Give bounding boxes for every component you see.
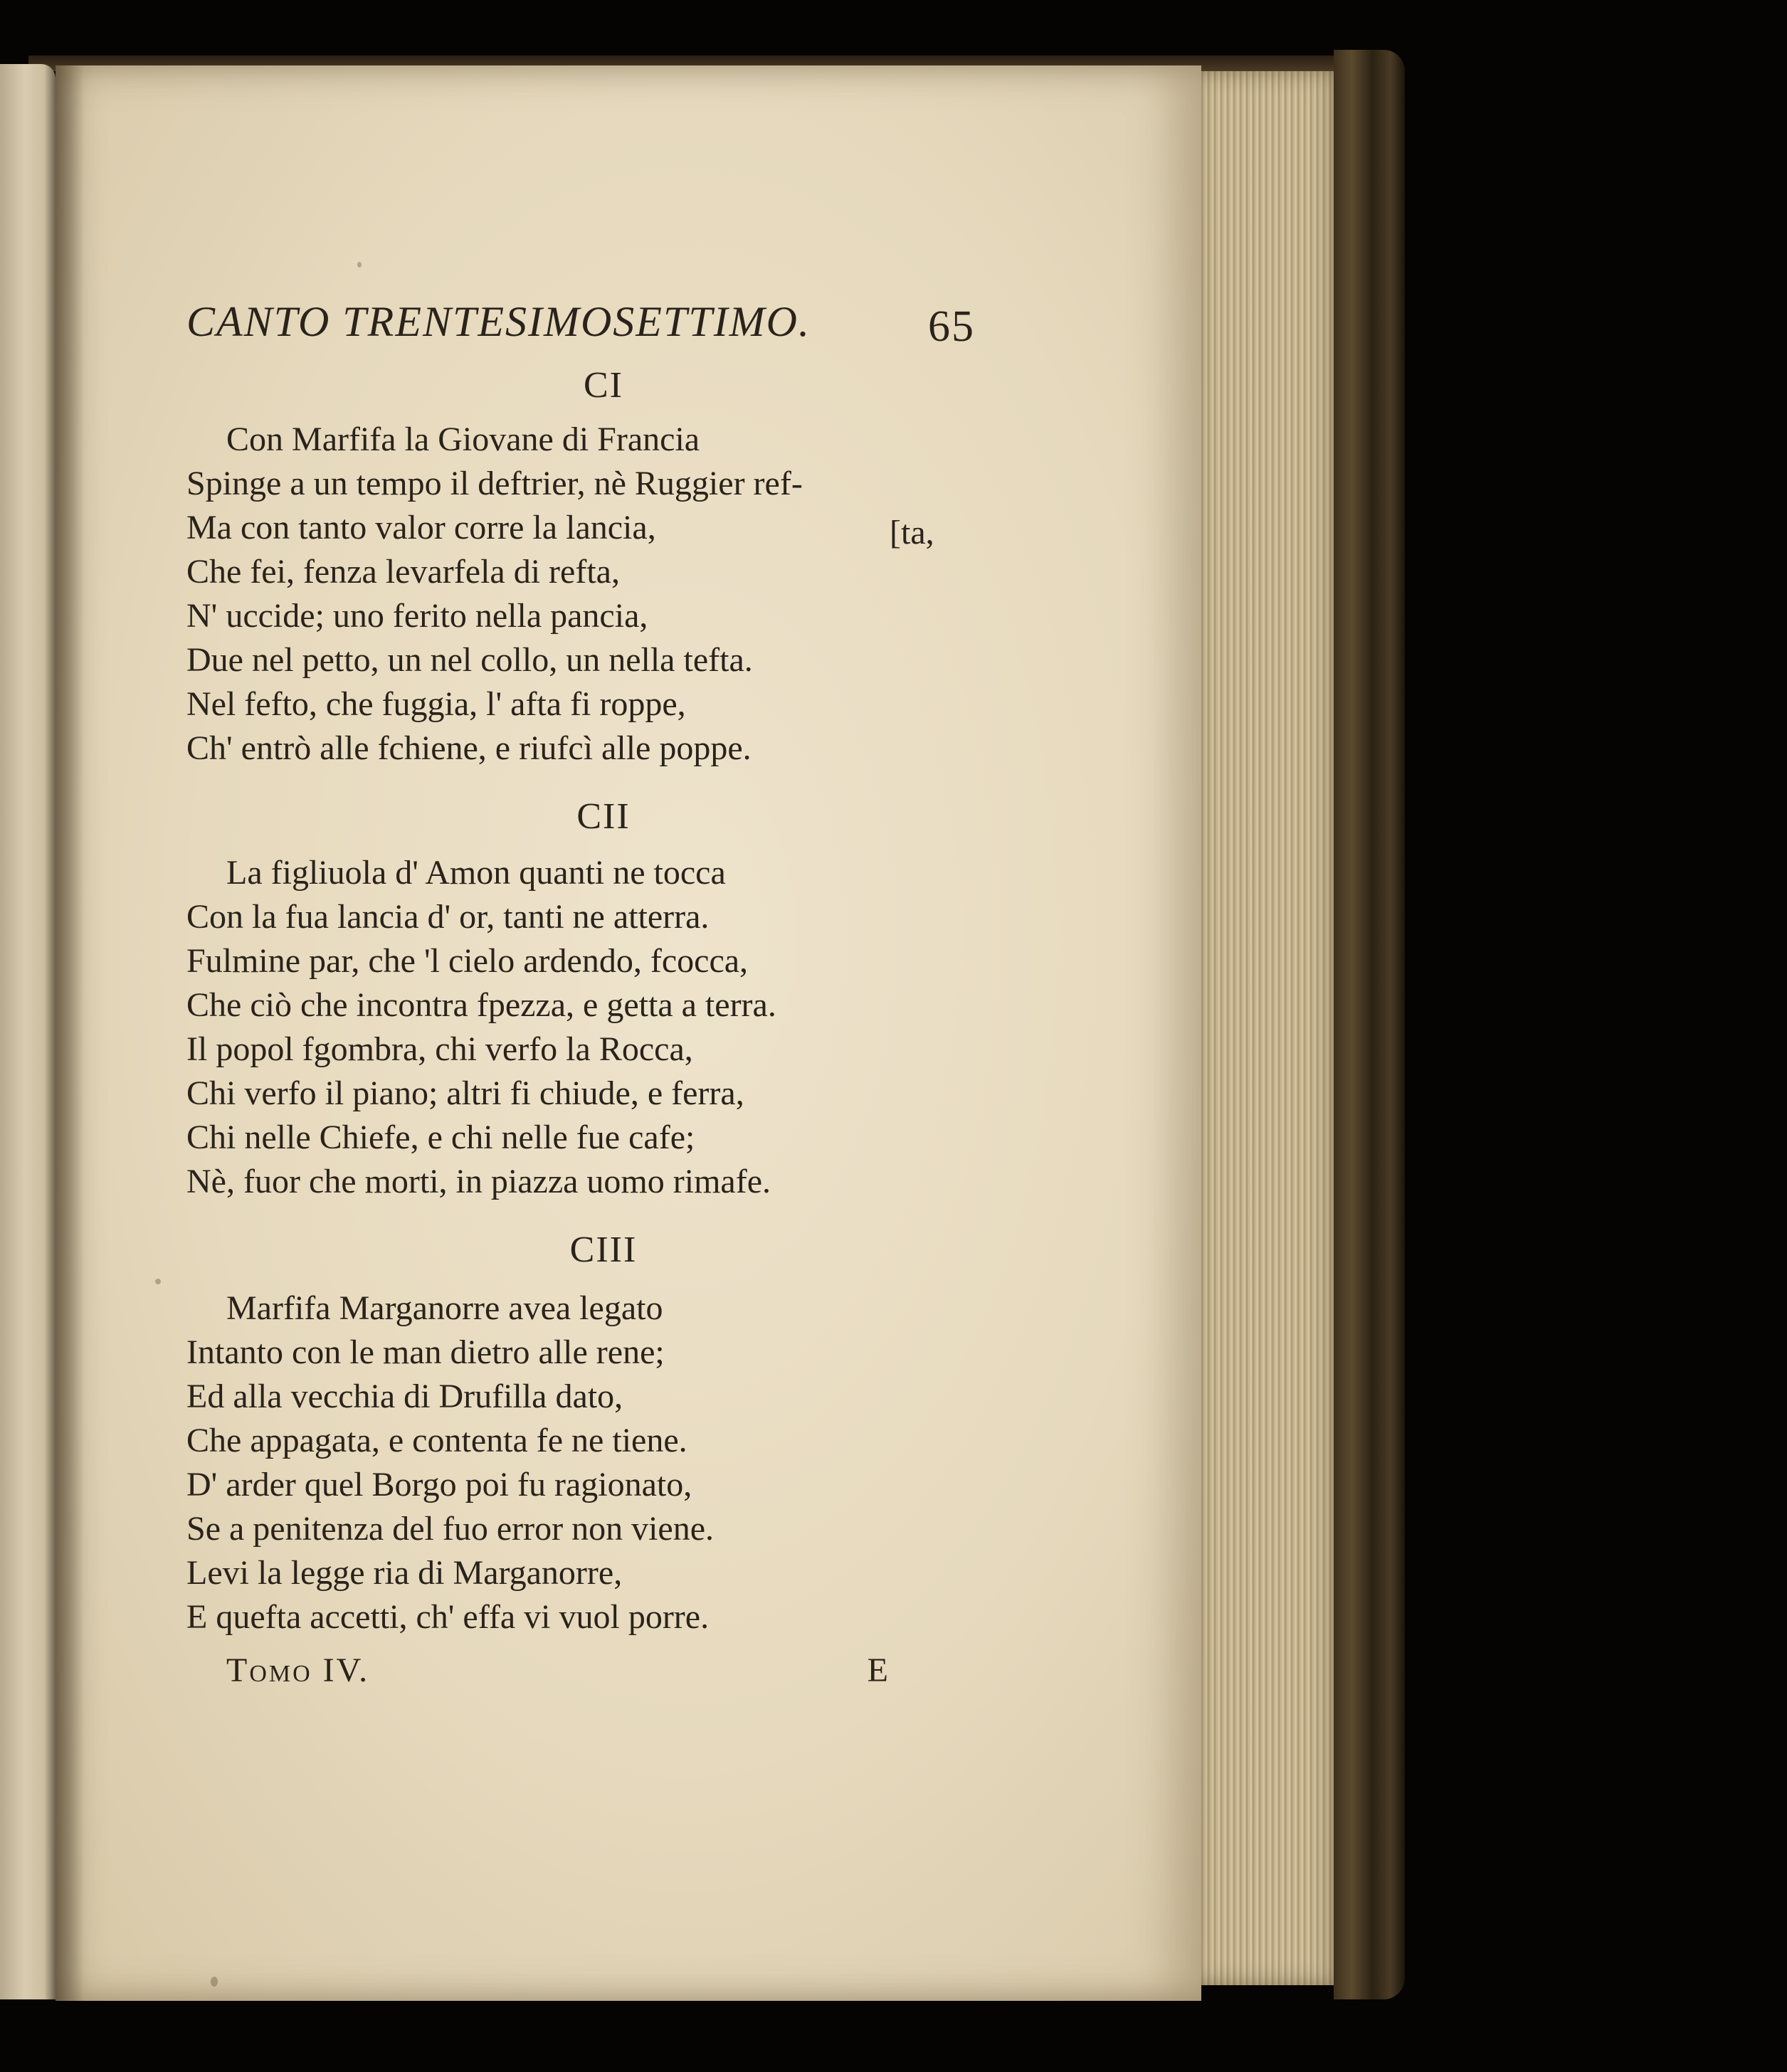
left-page-edge xyxy=(0,64,56,1999)
verse-line: Ma con tanto valor corre la lancia, xyxy=(186,509,656,546)
verse-line: Con Marfifa la Giovane di Francia xyxy=(226,421,700,458)
paper-speck xyxy=(211,1977,218,1987)
verse-line: Che fei, fenza levarfela di refta, xyxy=(186,553,620,591)
verse-line: Levi la legge ria di Marganorre, xyxy=(186,1554,623,1592)
page-footer xyxy=(226,1651,888,1690)
verse-line: E quefta accetti, ch' effa vi vuol porre. xyxy=(186,1598,710,1636)
verse-line: Spinge a un tempo il deftrier, nè Ruggier ref- xyxy=(186,465,803,502)
page-number: 65 xyxy=(928,302,975,351)
stanza-number: CIII xyxy=(569,1230,638,1270)
verse-line: Se a penitenza del fuo error non viene. xyxy=(186,1510,715,1548)
verse-line: Ch' entrò alle fchiene, e riufcì alle poppe. xyxy=(186,729,752,767)
gutter-shadow xyxy=(56,65,84,2001)
running-head-title: CANTO TRENTESIMOSETTIMO. xyxy=(186,298,811,345)
verse-line: Fulmine par, che 'l cielo ardendo, fcocca, xyxy=(186,942,749,980)
running-head xyxy=(186,297,975,351)
verse-line: Chi verfo il piano; altri fi chiude, e ferra, xyxy=(186,1074,744,1112)
verse-line: Con la fua lancia d' or, tanti ne atterra. xyxy=(186,898,710,936)
stanza-number: CI xyxy=(584,365,623,406)
carry-over-syllable: [ta, xyxy=(890,514,934,551)
page-block-edges xyxy=(1191,71,1334,1985)
verse-line: Che appagata, e contenta fe ne tiene. xyxy=(186,1422,687,1459)
verse-line: Che ciò che incontra fpezza, e getta a terra. xyxy=(186,986,776,1024)
stanza-number: CII xyxy=(576,796,631,837)
paper-speck xyxy=(155,1279,161,1284)
book-spine xyxy=(1334,50,1405,1999)
paper-speck xyxy=(357,262,362,268)
signature-mark: E xyxy=(867,1651,888,1689)
verse-line: Marfifa Marganorre avea legato xyxy=(226,1289,663,1327)
verse-line: La figliuola d' Amon quanti ne tocca xyxy=(226,854,726,892)
verse-line: Nè, fuor che morti, in piazza uomo rimafe. xyxy=(186,1163,771,1200)
verse-line: Nel fefto, che fuggia, l' afta fi roppe, xyxy=(186,685,686,723)
verse-line: D' arder quel Borgo poi fu ragionato, xyxy=(186,1466,692,1503)
volume-label: Tomo IV. xyxy=(226,1651,370,1689)
verse-line: Intanto con le man dietro alle rene; xyxy=(186,1333,665,1371)
verse-line: Il popol fgombra, chi verfo la Rocca, xyxy=(186,1030,693,1068)
verse-line: N' uccide; uno ferito nella pancia, xyxy=(186,597,648,635)
verse-line: Ed alla vecchia di Drufilla dato, xyxy=(186,1378,623,1415)
verse-line: Chi nelle Chiefe, e chi nelle fue cafe; xyxy=(186,1119,695,1156)
verse-line: Due nel petto, un nel collo, un nella tefta. xyxy=(186,641,753,679)
